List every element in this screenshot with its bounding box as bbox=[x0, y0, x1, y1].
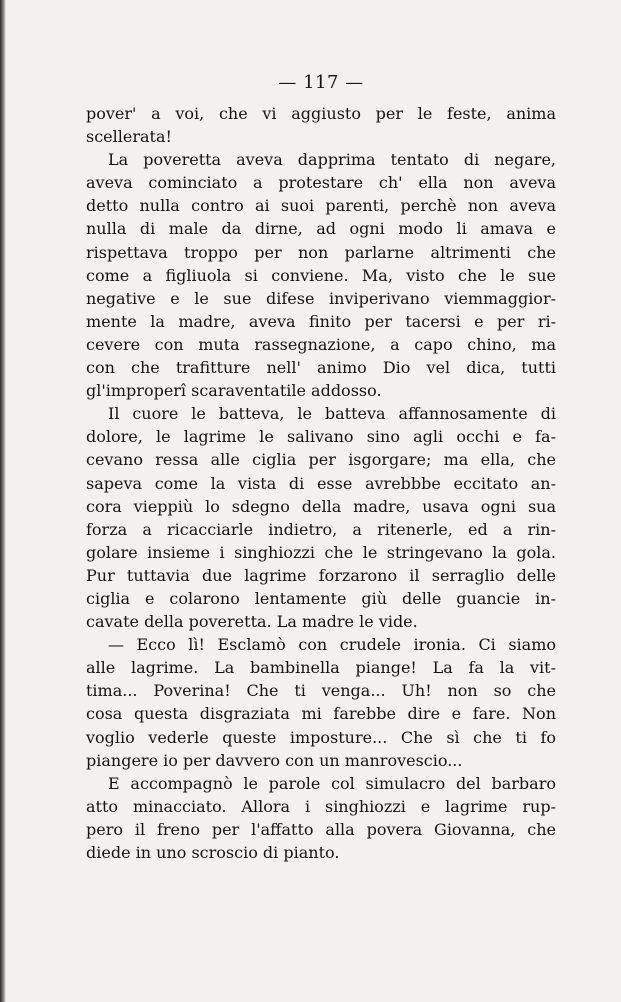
text-line: cavate della poveretta. La madre le vide. bbox=[86, 612, 418, 632]
text-line: cora vieppiù lo sdegno della madre, usava ogni sua bbox=[86, 496, 556, 516]
text-line: — Ecco lì! Esclamò con crudele ironia. Ci siamo bbox=[108, 635, 556, 655]
text-line: atto minacciato. Allora i singhiozzi e lagrime rup- bbox=[86, 796, 556, 816]
text-line: detto nulla contro ai suoi parenti, perchè non aveva bbox=[86, 196, 556, 216]
text-line: gl'improperî scaraventatile addosso. bbox=[86, 381, 382, 401]
text-line: cosa questa disgraziata mi farebbe dire e fare. Non bbox=[86, 704, 556, 724]
text-line: Il cuore le batteva, le batteva affannosamente di bbox=[108, 404, 556, 424]
page-binding-edge bbox=[0, 0, 6, 1002]
text-line: negative e le sue difese inviperivano viemmaggior- bbox=[86, 288, 556, 308]
text-line: pero il freno per l'affatto alla povera Giovanna, che bbox=[86, 819, 556, 839]
text-line: nulla di male da dirne, ad ogni modo li amava e bbox=[86, 219, 556, 239]
text-line: Pur tuttavia due lagrime forzarono il serraglio delle bbox=[86, 565, 556, 585]
text-line: pover' a voi, che vi aggiusto per le feste, anima bbox=[86, 104, 556, 123]
text-line: dolore, le lagrime le salivano sino agli occhi e fa- bbox=[86, 427, 556, 447]
page-number: — 117 — bbox=[278, 72, 364, 93]
text-line: E accompagnò le parole col simulacro del barbaro bbox=[108, 773, 556, 793]
text-line: voglio vederle queste imposture... Che sì che ti fo bbox=[86, 727, 556, 747]
text-line: aveva cominciato a protestare ch' ella non aveva bbox=[86, 173, 556, 193]
text-line: diede in uno scroscio di pianto. bbox=[86, 843, 340, 862]
book-page bbox=[86, 70, 556, 864]
text-line: cevano ressa alle ciglia per isgorgare; ma ella, che bbox=[86, 450, 556, 470]
text-line: cevere con muta rassegnazione, a capo chino, ma bbox=[86, 334, 556, 354]
text-line: ciglia e colarono lentamente giù delle guancie in- bbox=[86, 588, 556, 608]
text-line: scellerata! bbox=[86, 127, 172, 147]
body-text bbox=[86, 102, 556, 864]
text-line: La poveretta aveva dapprima tentato di negare, bbox=[108, 150, 556, 170]
text-line: golare insieme i singhiozzi che le stringevano la gola. bbox=[86, 542, 556, 562]
text-line: mente la madre, aveva finito per tacersi e per ri- bbox=[86, 311, 556, 331]
text-line: forza a ricacciarle indietro, a ritenerle, ed a rin- bbox=[86, 519, 556, 539]
text-line: tima... Poverina! Che ti venga... Uh! non so che bbox=[86, 681, 556, 701]
text-line: piangere io per davvero con un manrovescio... bbox=[86, 750, 463, 770]
text-line: rispettava troppo per non parlarne altrimenti che bbox=[86, 242, 556, 262]
text-line: alle lagrime. La bambinella piange! La fa la vit- bbox=[86, 658, 556, 678]
text-line: con che trafitture nell' animo Dio vel dica, tutti bbox=[86, 358, 556, 378]
text-line: come a figliuola si conviene. Ma, visto che le sue bbox=[86, 265, 556, 285]
text-line: sapeva come la vista di esse avrebbbe eccitato an- bbox=[86, 473, 556, 493]
